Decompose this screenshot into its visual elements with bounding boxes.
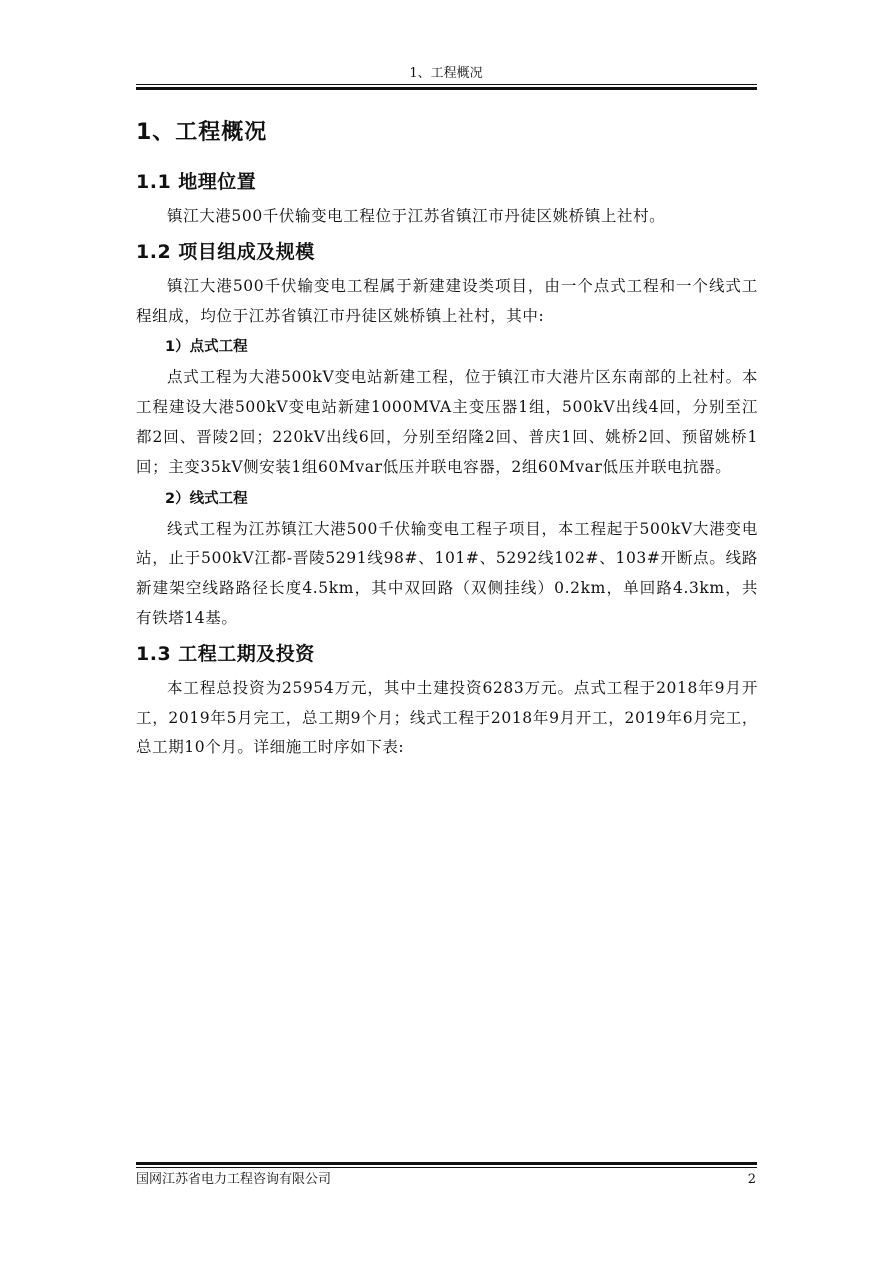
section-heading-location: 1.1 地理位置	[136, 171, 257, 193]
header-rule-thick	[136, 87, 757, 90]
footer-rule-thick	[136, 1162, 757, 1165]
paragraph-location: 镇江大港500千伏输变电工程位于江苏省镇江市丹徒区姚桥镇上社村。	[167, 207, 666, 225]
running-header: 1、工程概况	[409, 66, 483, 81]
footer-rule-thin	[136, 1167, 757, 1168]
chapter-title: 1、工程概况	[136, 120, 268, 145]
section-heading-composition: 1.2 项目组成及规模	[136, 240, 315, 263]
page-number: 2	[747, 1172, 756, 1187]
subheading-point-project: 1）点式工程	[165, 339, 248, 356]
paragraph-point-project: 点式工程为大港500kV变电站新建工程，位于镇江市大港片区东南部的上社村。本工程建设大港500kV变电站新建1000MVA主变压器1组，500kV出线4回，分别至江都2回、晋陵2回；220kV出线6回，分别至绍隆2回、普庆1回、姚桥2回、预留姚桥1回；主变35kV侧安装1组60Mvar低压并联电容器，2组60Mvar低压并联电抗器。	[136, 368, 758, 476]
header-rule-thin	[136, 84, 757, 85]
document-body	[136, 112, 758, 763]
subheading-line-project: 2）线式工程	[165, 490, 248, 507]
paragraph-line-project: 线式工程为江苏镇江大港500千伏输变电工程子项目，本工程起于500kV大港变电站，止于500kV江都-晋陵5291线98#、101#、5292线102#、103#开断点。线路新建架空线路路径长度4.5km，其中双回路（双侧挂线）0.2km，单回路4.3km，共有铁塔14基。	[136, 519, 758, 627]
paragraph-composition-intro: 镇江大港500千伏输变电工程属于新建建设类项目，由一个点式工程和一个线式工程组成，均位于江苏省镇江市丹徒区姚桥镇上社村，其中:	[136, 276, 758, 325]
footer-organization: 国网江苏省电力工程咨询有限公司	[136, 1172, 332, 1187]
paragraph-schedule-investment: 本工程总投资为25954万元，其中土建投资6283万元。点式工程于2018年9月开工，2019年5月完工，总工期9个月；线式工程于2018年9月开工，2019年6月完工，总工期10个月。详细施工时序如下表:	[136, 678, 758, 757]
section-heading-schedule-investment: 1.3 工程工期及投资	[136, 642, 315, 665]
